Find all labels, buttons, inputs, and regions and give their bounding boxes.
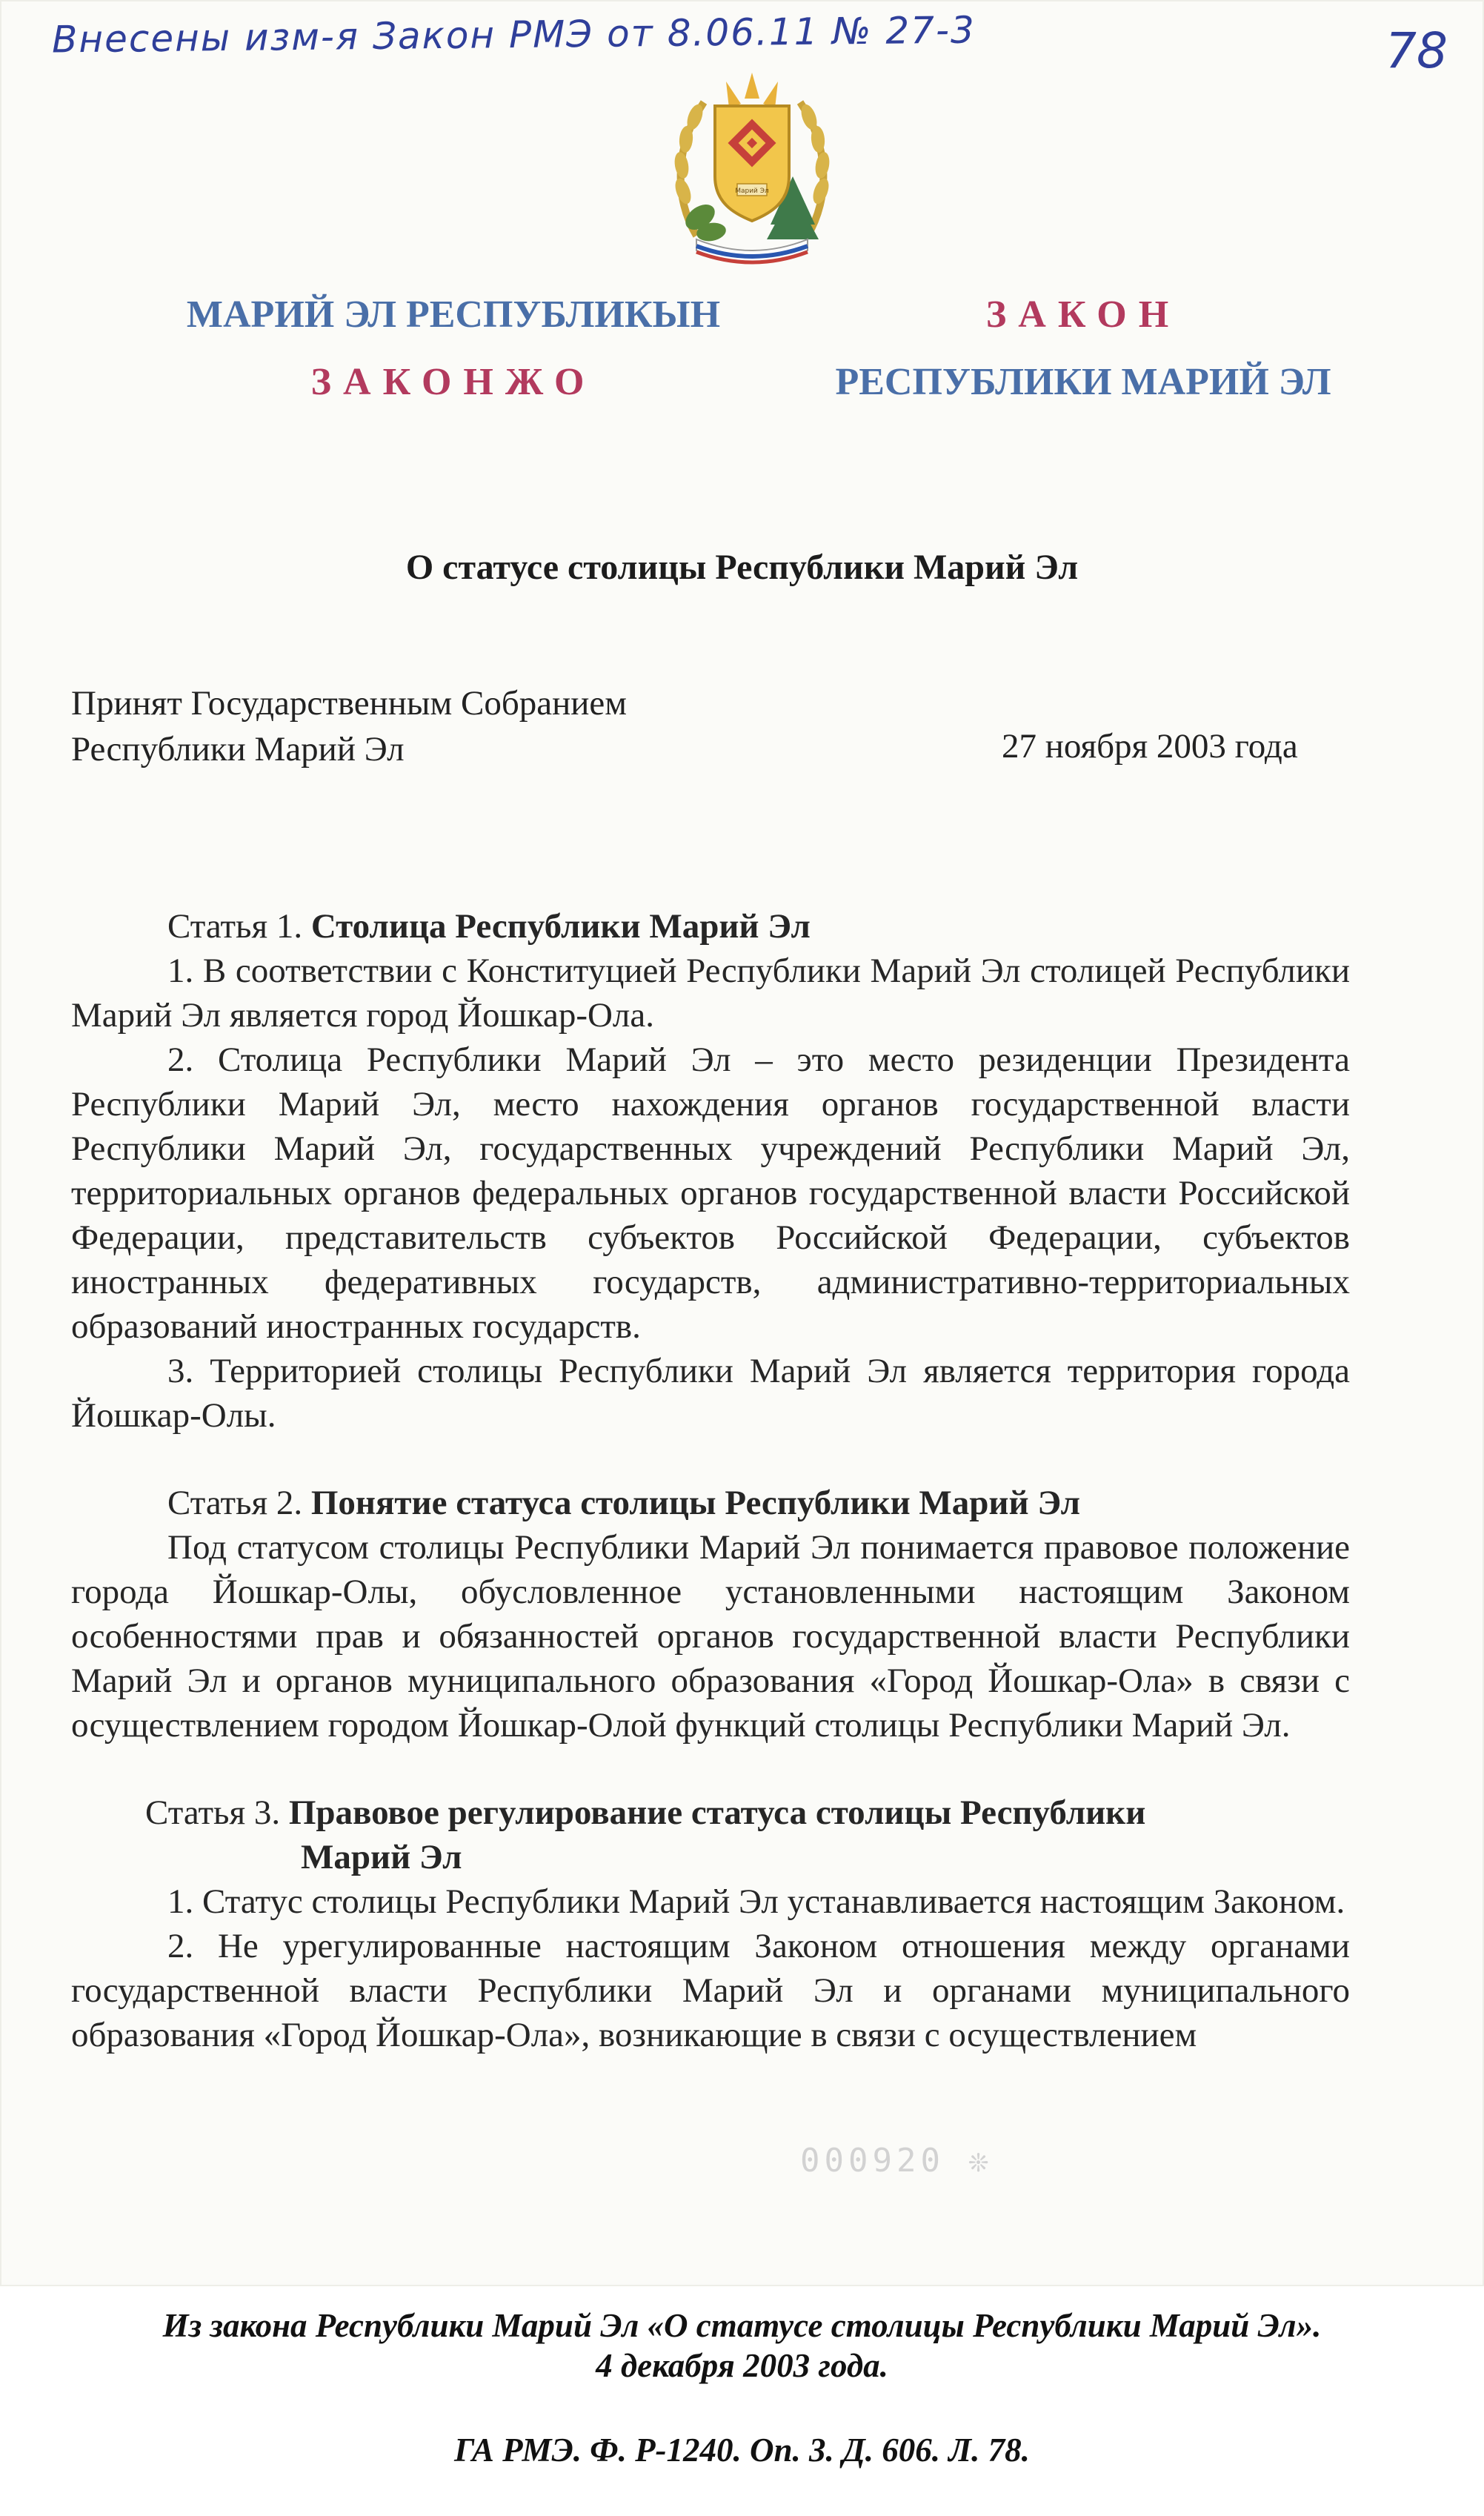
article-1-paragraph: 3. Территорией столицы Республики Марий Эл является территория города Йошкар-Олы. bbox=[71, 1352, 1350, 1435]
header-right-line2: РЕСПУБЛИКИ МАРИЙ ЭЛ bbox=[835, 361, 1331, 403]
article-3-heading bbox=[71, 1790, 1350, 1879]
article-2-heading bbox=[71, 1481, 1350, 1525]
header-left-line1: МАРИЙ ЭЛ РЕСПУБЛИКЫН bbox=[186, 293, 721, 336]
caption-source: ГА РМЭ. Ф. Р-1240. Оп. 3. Д. 606. Л. 78. bbox=[454, 2432, 1030, 2469]
header-right-line1: ЗАКОН bbox=[985, 293, 1181, 336]
header-left-line2: ЗАКОНЖО bbox=[310, 361, 596, 403]
faded-stamp: 000920 ❊ bbox=[800, 2142, 993, 2180]
adoption-date: 27 ноября 2003 года bbox=[1002, 727, 1298, 766]
article-1-paragraph: 1. В соответствии с Конституцией Республики Марий Эл столицей Республики Марий Эл является город Йошкар-Ола. bbox=[71, 952, 1350, 1035]
document-body bbox=[71, 904, 1350, 2057]
article-3-paragraph: 2. Не урегулированные настоящим Законом отношения между органами государственной власти Республики Марий Эл и органами муниципального образования «Город Йошкар-Ола», возникающие в связи с осуществлением bbox=[71, 1927, 1350, 2054]
caption-line2: 4 декабря 2003 года. bbox=[596, 2347, 888, 2384]
document-title: О статусе столицы Республики Марий Эл bbox=[405, 548, 1079, 587]
coat-of-arms-icon bbox=[667, 65, 837, 265]
article-3-paragraph: 1. Статус столицы Республики Марий Эл устанавливается настоящим Законом. bbox=[167, 1882, 1345, 1921]
article-2-title: Понятие статуса столицы Республики Марий Эл bbox=[310, 1484, 1080, 1522]
article-3-title: Правовое регулирование статуса столицы Республики bbox=[288, 1793, 1146, 1832]
article-1-title: Столица Республики Марий Эл bbox=[310, 907, 811, 946]
adoption-line1: Принят Государственным Собранием bbox=[71, 684, 628, 723]
handwritten-note: Внесены изм-я Закон РМЭ от 8.06.11 № 27-3 bbox=[51, 8, 976, 62]
adoption-line2: Республики Марий Эл bbox=[71, 730, 405, 769]
article-1-heading bbox=[71, 904, 1350, 949]
emblem-label: Марий Эл bbox=[735, 187, 769, 195]
article-3-label: Статья 3. bbox=[145, 1793, 281, 1832]
caption-line1: Из закона Республики Марий Эл «О статусе столицы Республики Марий Эл». bbox=[162, 2307, 1322, 2344]
article-2-label: Статья 2. bbox=[167, 1484, 303, 1522]
article-3-title-cont: Марий Эл bbox=[301, 1838, 462, 1876]
article-1-paragraph: 2. Столица Республики Марий Эл – это место резиденции Президента Республики Марий Эл, место нахождения органов государственной власти Республики Марий Эл, государственных учреждений Республики Марий Эл, территориальных органов федеральных органов государственной власти Российской Федерации, представительств субъектов Российской Федерации, субъектов иностранных федеративных государств, административно-территориальных образований иностранных государств. bbox=[71, 1040, 1350, 1346]
adoption-block bbox=[71, 680, 627, 772]
page-number: 78 bbox=[1385, 22, 1448, 79]
article-1-label: Статья 1. bbox=[167, 907, 303, 946]
article-2-paragraph: Под статусом столицы Республики Марий Эл понимается правовое положение города Йошкар-Олы, обусловленное установленными настоящим Законом особенностями прав и обязанностей органов государственной власти Республики Марий Эл и органов муниципального образования «Город Йошкар-Ола» в связи с осуществлением городом Йошкар-Олой функций столицы Республики Марий Эл. bbox=[71, 1528, 1350, 1745]
